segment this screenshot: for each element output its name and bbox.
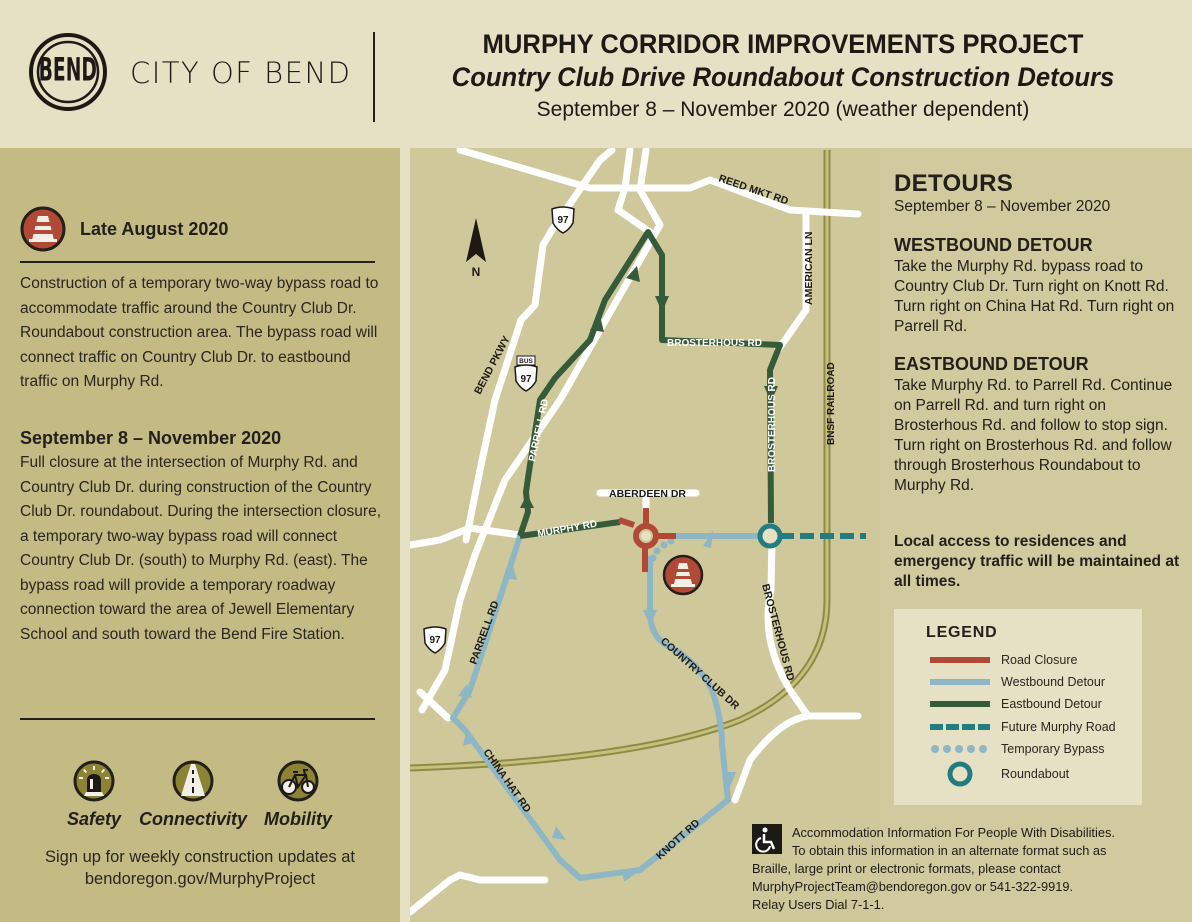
svg-text:97: 97 [520,374,532,385]
legend [894,609,1142,805]
city-of-bend-logo [28,32,108,112]
divider [20,718,375,720]
pillar-safety [56,760,132,830]
svg-text:N: N [471,265,481,279]
label-brosterhous-rd: BROSTERHOUS RD [759,582,797,683]
traffic-cone-icon [20,206,66,252]
westbound-title: WESTBOUND DETOUR [894,235,1093,255]
date-range: September 8 – November 2020 (weather dependent) [536,98,1030,121]
legend-item-westbound-detour: Westbound Detour [930,674,1105,690]
signup-info [0,846,400,890]
roundabout-icon [760,526,780,546]
signup-text: Sign up for weekly construction updates at [44,848,355,866]
roundabout-icon [930,761,990,787]
page-title: MURPHY CORRIDOR IMPROVEMENTS PROJECT [482,29,1084,59]
eastbound-body: Take Murphy Rd. to Parrell Rd. Continue on Parrell Rd. and turn right on Brosterhous Rd. and follow to stop sign. Turn right on Brosterhous Rd. and follow through Brosterhous Roundabout to Murphy Rd. [894,377,1173,494]
pillar-label: Connectivity [138,809,248,829]
label-knott-rd: KNOTT RD [653,817,703,863]
detours-title: DETOURS [894,170,1014,197]
solid-line-icon [930,674,990,690]
phase1-title: Late August 2020 [80,218,229,239]
label-parrell-rd: PARRELL RD [467,599,502,667]
legend-item-eastbound-detour: Eastbound Detour [930,696,1102,712]
label-country-club-dr: COUNTRY CLUB DR [657,635,742,713]
svg-text:BEND: BEND [38,51,97,90]
label-reed-mkt-rd: REED MKT RD [717,172,790,208]
signup-link[interactable]: bendoregon.gov/MurphyProject [84,870,316,888]
pillar-label: Safety [66,809,122,829]
svg-text:97: 97 [429,635,441,646]
wheelchair-icon [752,824,782,854]
legend-item-roundabout: Roundabout [930,766,1069,782]
title-block [390,28,1176,124]
accessibility-notice: Accommodation Information For People With Disabilities. To obtain this information in an alternate format such as Braille, large print or electronic formats, please contact MurphyProjectTeam@bendoregon.gov or 541-322-9919. Relay Users Dial 7-1-1. [752,824,1182,914]
solid-line-icon [930,652,990,668]
dotted-line-icon [930,741,990,757]
label-china-hat-rd: CHINA HAT RD [480,746,534,815]
phase2-title: September 8 – November 2020 [20,428,282,448]
city-name: CITY OF BEND [130,56,352,90]
phase2-body: Full closure at the intersection of Murphy Rd. and Country Club Dr. during construction of the Country Club Dr. roundabout. During the intersection closure, a temporary two-way bypass road will connect Country Club Dr. (south) to Murphy Rd. (east). The bypass road will provide a temporary roadway connection toward the area of Jewell Elementary School and south toward the Bend Fire Station. [20,454,382,643]
detours-date: September 8 – November 2020 [894,198,1111,215]
label-bnsf-railroad: BNSF RAILROAD [826,362,837,445]
legend-item-temporary-bypass: Temporary Bypass [930,741,1105,757]
traffic-cone-icon [664,556,702,594]
label-aberdeen-dr: ABERDEEN DR [609,488,687,500]
label-bend-pkwy: BEND PKWY [472,334,513,397]
westbound-body: Take the Murphy Rd. bypass road to Country Club Dr. Turn right on Knott Rd. Turn right on China Hat Rd. Turn right on Parrell Rd. [894,258,1175,335]
pillar-connectivity [138,760,248,830]
bicycle-icon [277,760,319,802]
legend-item-road-closure: Road Closure [930,652,1077,668]
legend-item-future-murphy-road: Future Murphy Road [930,719,1116,735]
dashed-line-icon [930,719,990,735]
solid-line-icon [930,696,990,712]
right-panel [880,148,1192,922]
pillar-label: Mobility [264,809,332,829]
project-pillars [60,760,350,850]
label-murphy-rd: MURPHY RD [536,518,598,540]
local-access-note: Local access to residences and emergency traffic will be maintained at all times. [894,533,1180,590]
phase1-heading [20,206,228,252]
page-subtitle: Country Club Drive Roundabout Construction Detours [451,62,1115,92]
svg-text:97: 97 [557,215,569,226]
label-brosterhous-rd: BROSTERHOUS RD [767,376,778,472]
pillar-mobility [256,760,340,830]
safety-beacon-icon [73,760,115,802]
divider [20,261,375,263]
eastbound-title: EASTBOUND DETOUR [894,354,1089,374]
road-icon [172,760,214,802]
svg-text:BUS: BUS [519,358,533,365]
label-american-ln: AMERICAN LN [803,231,815,305]
label-brosterhous-rd: BROSTERHOUS RD [667,338,763,349]
header-divider [373,32,375,122]
header [0,0,1192,148]
phase1-body: Construction of a temporary two-way bypass road to accommodate traffic around the Country Club Dr. Roundabout construction area. The bypass road will connect traffic on Country Club Dr. to eastbound traffic on Murphy Rd. [20,275,379,390]
legend-title: LEGEND [926,624,998,641]
label-parrell-rd: PARRELL RD [527,398,552,463]
left-panel [0,148,400,922]
detour-map [410,148,880,922]
contact-email[interactable]: MurphyProjectTeam@bendoregon.gov or 541-322-9919. [752,879,1074,894]
